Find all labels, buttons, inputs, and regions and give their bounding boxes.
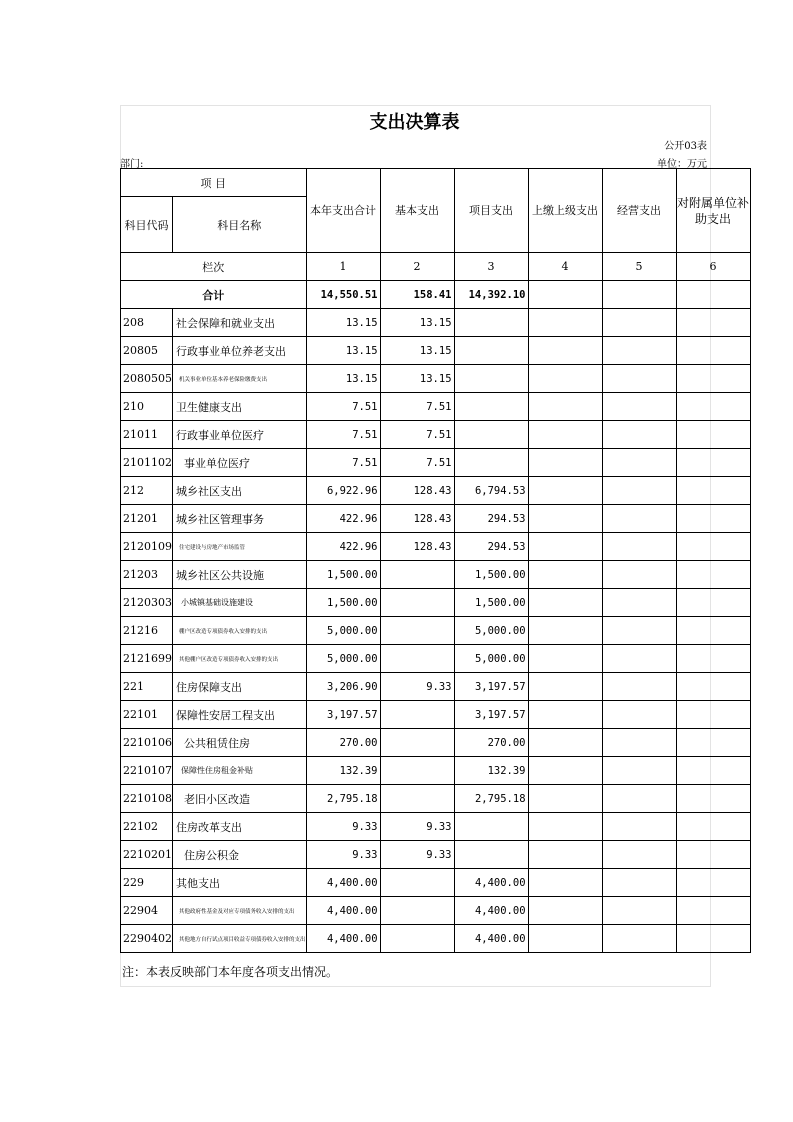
row-code: 221 [121,673,173,701]
row-code: 2210201 [121,841,173,869]
total-value-3: 14,392.10 [454,281,528,309]
row-value-5 [602,505,676,533]
row-value-4 [528,393,602,421]
table-row [121,505,751,533]
row-value-6 [676,701,750,729]
row-value-2 [380,869,454,897]
row-code: 21201 [121,505,173,533]
table-row [121,869,751,897]
row-value-6 [676,337,750,365]
row-value-2: 7.51 [380,449,454,477]
row-value-2 [380,925,454,953]
table-row [121,561,751,589]
row-value-2 [380,785,454,813]
form-number: 公开03表 [664,141,707,152]
row-value-5 [602,729,676,757]
row-code: 21216 [121,617,173,645]
row-value-4 [528,533,602,561]
table-row [121,337,751,365]
row-value-6 [676,841,750,869]
row-code: 2210108 [121,785,173,813]
table-row [121,589,751,617]
row-code: 22101 [121,701,173,729]
row-value-5 [602,673,676,701]
expenditure-table [120,168,751,953]
row-value-2: 13.15 [380,365,454,393]
row-value-6 [676,309,750,337]
row-value-4 [528,365,602,393]
row-value-3: 4,400.00 [454,925,528,953]
row-value-3: 270.00 [454,729,528,757]
row-name: 老旧小区改造 [173,785,307,813]
row-value-1: 422.96 [306,533,380,561]
table-row [121,841,751,869]
row-value-4 [528,505,602,533]
row-name: 棚户区改造专项债券收入安排的支出 [173,617,307,645]
row-value-2: 128.43 [380,477,454,505]
row-name: 住房改革支出 [173,813,307,841]
row-name: 其他支出 [173,869,307,897]
row-value-4 [528,589,602,617]
column-index-2: 2 [380,253,454,281]
table-row [121,673,751,701]
header-col-1: 本年支出合计 [306,169,380,253]
row-value-4 [528,869,602,897]
row-value-4 [528,673,602,701]
row-value-5 [602,897,676,925]
row-value-5 [602,813,676,841]
table-row [121,477,751,505]
row-value-3: 1,500.00 [454,561,528,589]
row-value-2 [380,617,454,645]
column-index-label: 栏次 [121,253,307,281]
row-value-4 [528,421,602,449]
row-value-1: 7.51 [306,393,380,421]
row-value-1: 7.51 [306,421,380,449]
row-value-3 [454,337,528,365]
table-row [121,757,751,785]
row-value-1: 13.15 [306,365,380,393]
row-value-3 [454,421,528,449]
row-value-4 [528,729,602,757]
row-value-2 [380,729,454,757]
table-row [121,701,751,729]
row-value-1: 4,400.00 [306,897,380,925]
row-name: 城乡社区公共设施 [173,561,307,589]
total-value-6 [676,281,750,309]
row-value-3: 3,197.57 [454,701,528,729]
row-value-2 [380,897,454,925]
row-value-4 [528,813,602,841]
row-value-5 [602,925,676,953]
row-value-5 [602,645,676,673]
row-value-6 [676,533,750,561]
header-item: 项 目 [121,169,307,197]
row-value-2: 9.33 [380,673,454,701]
row-value-1: 4,400.00 [306,869,380,897]
footnote: 注：本表反映部门本年度各项支出情况。 [122,965,339,979]
department-label: 部门: [120,159,144,170]
row-name: 住房公积金 [173,841,307,869]
row-value-6 [676,897,750,925]
row-name: 保障性住房租金补贴 [173,757,307,785]
row-code: 20805 [121,337,173,365]
row-name: 社会保障和就业支出 [173,309,307,337]
row-code: 22904 [121,897,173,925]
row-name: 其他政府性基金及对应专项债务收入安排的支出 [173,897,307,925]
row-value-5 [602,841,676,869]
row-value-1: 270.00 [306,729,380,757]
row-value-6 [676,813,750,841]
row-name: 行政事业单位医疗 [173,421,307,449]
row-code: 229 [121,869,173,897]
row-value-6 [676,421,750,449]
row-value-1: 422.96 [306,505,380,533]
header-col-4: 上缴上级支出 [528,169,602,253]
table-row [121,309,751,337]
row-value-3: 294.53 [454,533,528,561]
row-value-2 [380,589,454,617]
row-value-2: 7.51 [380,393,454,421]
row-value-1: 3,206.90 [306,673,380,701]
row-value-6 [676,925,750,953]
row-value-6 [676,589,750,617]
row-value-6 [676,449,750,477]
row-name: 城乡社区支出 [173,477,307,505]
row-value-6 [676,505,750,533]
row-value-6 [676,393,750,421]
row-value-2: 9.33 [380,841,454,869]
row-value-2 [380,757,454,785]
row-value-6 [676,729,750,757]
row-value-6 [676,477,750,505]
row-name: 保障性安居工程支出 [173,701,307,729]
row-value-4 [528,645,602,673]
row-value-2 [380,645,454,673]
row-value-6 [676,617,750,645]
row-value-4 [528,701,602,729]
row-value-3: 1,500.00 [454,589,528,617]
row-value-5 [602,701,676,729]
row-value-2: 128.43 [380,533,454,561]
row-code: 2080505 [121,365,173,393]
row-code: 2120109 [121,533,173,561]
row-value-3: 4,400.00 [454,869,528,897]
row-value-5 [602,589,676,617]
row-value-6 [676,673,750,701]
row-name: 其他棚户区改造专项债券收入安排的支出 [173,645,307,673]
table-row [121,729,751,757]
row-value-2: 7.51 [380,421,454,449]
row-code: 2290402 [121,925,173,953]
row-value-1: 13.15 [306,337,380,365]
table-row [121,393,751,421]
row-code: 22102 [121,813,173,841]
row-name: 事业单位医疗 [173,449,307,477]
total-row [121,281,751,309]
row-value-3 [454,365,528,393]
row-value-3: 5,000.00 [454,617,528,645]
row-value-6 [676,561,750,589]
row-value-5 [602,309,676,337]
table-row [121,925,751,953]
row-value-2: 128.43 [380,505,454,533]
row-name: 住房保障支出 [173,673,307,701]
column-index-5: 5 [602,253,676,281]
row-code: 208 [121,309,173,337]
row-value-1: 1,500.00 [306,589,380,617]
unit-label: 单位：万元 [657,159,707,170]
row-name: 其他地方自行试点项目收益专项债券收入安排的支出 [173,925,307,953]
header-col-5: 经营支出 [602,169,676,253]
row-value-1: 6,922.96 [306,477,380,505]
row-value-4 [528,477,602,505]
row-value-4 [528,757,602,785]
row-value-3: 294.53 [454,505,528,533]
total-value-2: 158.41 [380,281,454,309]
row-value-1: 13.15 [306,309,380,337]
row-value-4 [528,841,602,869]
header-col-6: 对附属单位补助支出 [676,169,750,253]
row-value-1: 9.33 [306,813,380,841]
row-value-6 [676,785,750,813]
total-value-1: 14,550.51 [306,281,380,309]
row-value-4 [528,925,602,953]
row-value-5 [602,869,676,897]
row-name: 小城镇基础设施建设 [173,589,307,617]
table-row [121,897,751,925]
column-index-4: 4 [528,253,602,281]
row-code: 21203 [121,561,173,589]
row-value-1: 2,795.18 [306,785,380,813]
row-code: 2120303 [121,589,173,617]
row-code: 212 [121,477,173,505]
total-label: 合计 [121,281,307,309]
column-index-1: 1 [306,253,380,281]
row-value-1: 7.51 [306,449,380,477]
row-value-2 [380,561,454,589]
row-value-4 [528,897,602,925]
row-value-3: 6,794.53 [454,477,528,505]
row-value-5 [602,757,676,785]
header-col-2: 基本支出 [380,169,454,253]
table-row [121,617,751,645]
row-value-6 [676,757,750,785]
row-code: 21011 [121,421,173,449]
row-value-5 [602,561,676,589]
table-row [121,785,751,813]
row-value-1: 1,500.00 [306,561,380,589]
row-value-2: 13.15 [380,309,454,337]
row-value-3 [454,309,528,337]
row-value-1: 9.33 [306,841,380,869]
row-value-5 [602,477,676,505]
table-row [121,365,751,393]
row-name: 公共租赁住房 [173,729,307,757]
row-value-1: 132.39 [306,757,380,785]
row-value-4 [528,309,602,337]
row-name: 住宅建设与房地产市场监管 [173,533,307,561]
column-index-6: 6 [676,253,750,281]
row-code: 210 [121,393,173,421]
row-value-3: 3,197.57 [454,673,528,701]
row-code: 2210107 [121,757,173,785]
row-value-2: 13.15 [380,337,454,365]
table-row [121,645,751,673]
row-value-1: 5,000.00 [306,617,380,645]
row-value-6 [676,645,750,673]
column-index-3: 3 [454,253,528,281]
row-value-5 [602,617,676,645]
row-value-3 [454,449,528,477]
row-value-2 [380,701,454,729]
row-value-3: 4,400.00 [454,897,528,925]
table-row [121,533,751,561]
row-value-3: 132.39 [454,757,528,785]
row-value-5 [602,393,676,421]
row-value-3 [454,813,528,841]
row-value-4 [528,785,602,813]
row-value-5 [602,785,676,813]
row-value-5 [602,421,676,449]
header-name: 科目名称 [173,197,307,253]
total-value-5 [602,281,676,309]
table-row [121,449,751,477]
row-value-5 [602,533,676,561]
row-name: 行政事业单位养老支出 [173,337,307,365]
page-title: 支出决算表 [369,112,460,133]
row-value-5 [602,365,676,393]
row-value-4 [528,561,602,589]
row-value-6 [676,869,750,897]
row-value-1: 5,000.00 [306,645,380,673]
header-code: 科目代码 [121,197,173,253]
row-value-3 [454,841,528,869]
row-value-5 [602,337,676,365]
row-value-3: 5,000.00 [454,645,528,673]
row-name: 机关事业单位基本养老保险缴费支出 [173,365,307,393]
row-value-6 [676,365,750,393]
row-name: 卫生健康支出 [173,393,307,421]
table-row [121,813,751,841]
row-code: 2121699 [121,645,173,673]
row-value-4 [528,617,602,645]
row-value-3 [454,393,528,421]
total-value-4 [528,281,602,309]
row-value-1: 4,400.00 [306,925,380,953]
header-col-3: 项目支出 [454,169,528,253]
row-name: 城乡社区管理事务 [173,505,307,533]
table-row [121,421,751,449]
row-value-4 [528,337,602,365]
row-value-2: 9.33 [380,813,454,841]
row-value-1: 3,197.57 [306,701,380,729]
row-code: 2210106 [121,729,173,757]
row-code: 2101102 [121,449,173,477]
row-value-5 [602,449,676,477]
row-value-3: 2,795.18 [454,785,528,813]
row-value-4 [528,449,602,477]
